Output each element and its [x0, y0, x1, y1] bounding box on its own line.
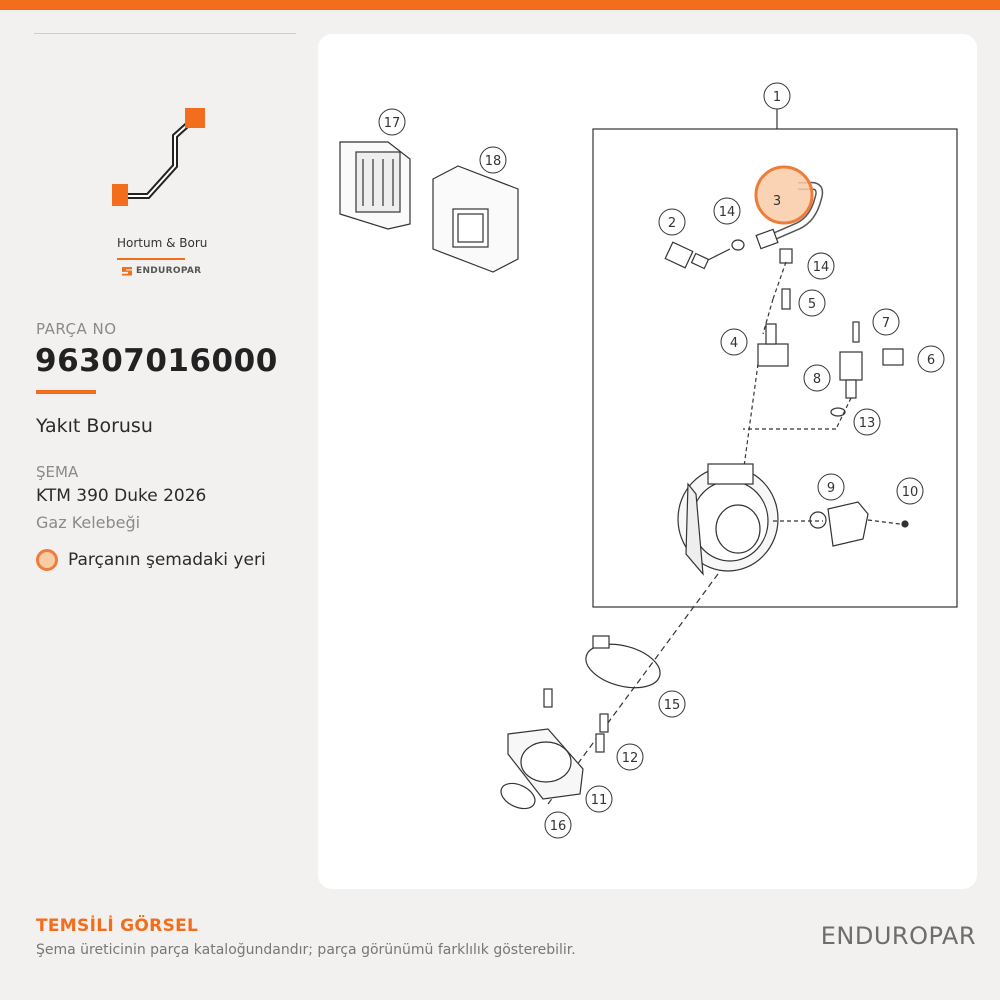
callout-16: 16 [549, 819, 567, 834]
injector [840, 322, 862, 398]
brand-small-text: ENDUROPAR [136, 266, 202, 276]
category-label: Hortum & Boru [117, 236, 208, 250]
exploded-diagram [318, 34, 977, 889]
brand-small-logo [122, 266, 201, 276]
seal [810, 512, 826, 528]
callout-3: 3 [772, 194, 782, 209]
highlight-marker-icon [36, 549, 58, 571]
brand-logo-icon [122, 267, 132, 276]
o-ring [831, 408, 845, 416]
part-number-label: PARÇA NO [36, 320, 117, 338]
callout-4: 4 [729, 336, 739, 351]
schema-group: Gaz Kelebeği [36, 513, 141, 532]
part-number-underline [36, 390, 96, 394]
callout-18: 18 [484, 154, 502, 169]
part-name: Yakıt Borusu [36, 415, 153, 437]
callout-1: 1 [772, 90, 782, 105]
footer-title: TEMSİLİ GÖRSEL [36, 916, 199, 936]
hose-pipe-icon [100, 96, 220, 216]
injector-holder [758, 324, 788, 366]
intake-flange [508, 729, 583, 799]
throttle-sensor [828, 502, 868, 546]
screw [544, 689, 552, 707]
callout-13: 13 [858, 416, 876, 431]
callout-15: 15 [663, 698, 681, 713]
highlight-circle [756, 167, 812, 223]
connector-clip [883, 349, 903, 365]
callout-12: 12 [621, 751, 639, 766]
ecu-cover [433, 166, 518, 272]
callout-7: 7 [881, 316, 891, 331]
divider [34, 33, 296, 34]
legend [36, 549, 266, 571]
callout-5: 5 [807, 297, 817, 312]
schema-model: KTM 390 Duke 2026 [36, 486, 207, 506]
callout-14b: 14 [812, 260, 830, 275]
callout-2: 2 [667, 216, 677, 231]
callout-14a: 14 [718, 205, 736, 220]
callout-10: 10 [901, 485, 919, 500]
footer-brand-logo: ENDUROPAR [820, 922, 976, 950]
schema-label: ŞEMA [36, 463, 79, 481]
callout-6: 6 [926, 353, 936, 368]
clamp [780, 249, 792, 263]
category-underline [117, 258, 185, 260]
callout-11: 11 [590, 793, 608, 808]
throttle-body [678, 464, 778, 574]
quick-connector [665, 240, 744, 268]
callout-8: 8 [812, 372, 822, 387]
legend-text: Parçanın şemadaki yeri [68, 550, 266, 570]
callout-9: 9 [826, 481, 836, 496]
footer-note: Şema üreticinin parça kataloğundandır; parça görünümü farklılık gösterebilir. [36, 942, 576, 958]
callout-17: 17 [383, 116, 401, 131]
part-number: 96307016000 [35, 343, 278, 379]
ecu-unit [340, 142, 410, 229]
screw [782, 289, 790, 309]
top-accent-bar [0, 0, 1000, 10]
